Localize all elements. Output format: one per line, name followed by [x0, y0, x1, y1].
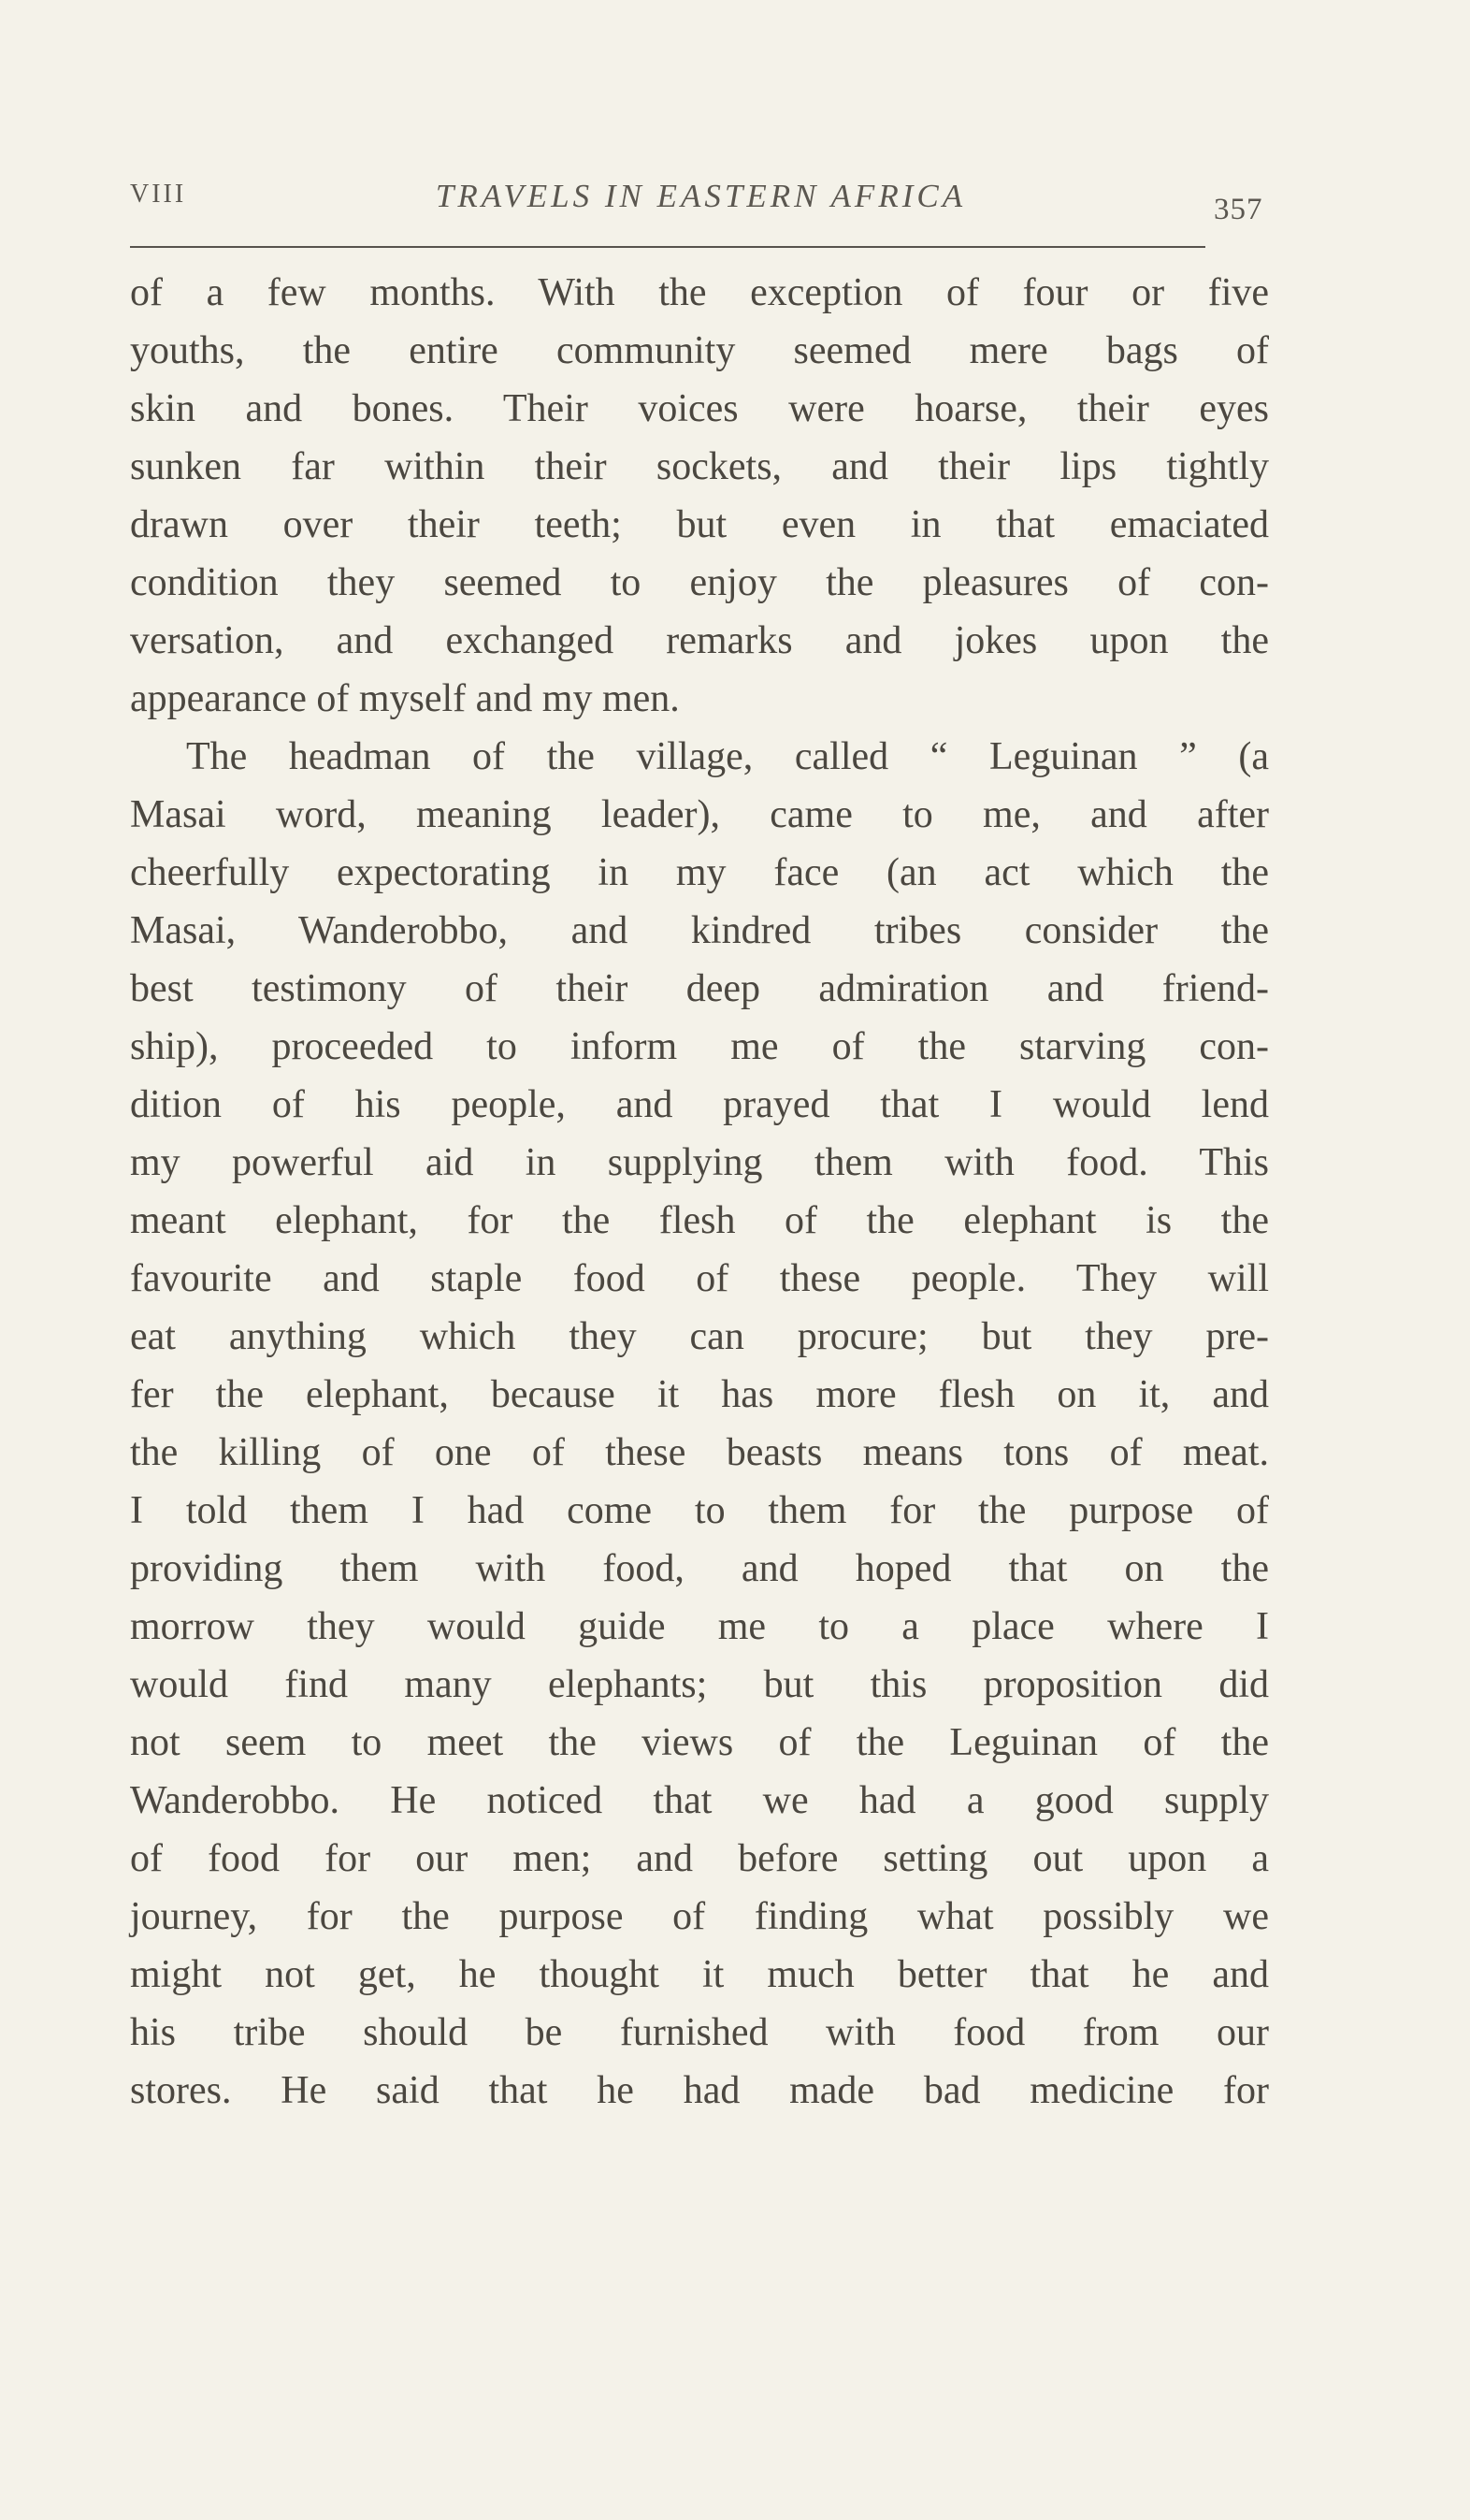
text-line: versation, and exchanged remarks and jokes upon the [130, 619, 1269, 662]
text-line: cheerfully expectorating in my face (an act which the [130, 851, 1269, 894]
text-line: journey, for the purpose of finding what possibly we [130, 1895, 1269, 1938]
text-line: of food for our men; and before setting out upon a [130, 1837, 1269, 1880]
text-line: The headman of the village, called “ Leguinan ” (a [186, 735, 1269, 778]
text-line: Wanderobbo. He noticed that we had a good supply [130, 1779, 1269, 1822]
chapter-number: VIII [130, 180, 187, 209]
text-line: skin and bones. Their voices were hoarse, their eyes [130, 387, 1269, 430]
page-number: 357 [1214, 193, 1263, 226]
text-line: Masai word, meaning leader), came to me, and after [130, 793, 1269, 836]
text-line: his tribe should be furnished with food from our [130, 2011, 1269, 2054]
text-line: my powerful aid in supplying them with food. This [130, 1141, 1269, 1184]
text-line: would find many elephants; but this proposition did [130, 1663, 1269, 1706]
text-line: providing them with food, and hoped that on the [130, 1547, 1269, 1590]
text-line: Masai, Wanderobbo, and kindred tribes consider the [130, 909, 1269, 952]
text-line: the killing of one of these beasts means tons of meat. [130, 1431, 1269, 1474]
text-line: best testimony of their deep admiration and friend- [130, 967, 1269, 1010]
text-line: dition of his people, and prayed that I would lend [130, 1083, 1269, 1126]
header-rule [130, 246, 1205, 248]
text-line: meant elephant, for the flesh of the elephant is the [130, 1199, 1269, 1242]
text-line: eat anything which they can procure; but they pre- [130, 1315, 1269, 1358]
text-line: not seem to meet the views of the Leguinan of the [130, 1721, 1269, 1764]
text-line: stores. He said that he had made bad medicine for [130, 2069, 1269, 2112]
text-line: appearance of myself and my men. [130, 677, 680, 720]
running-head [130, 178, 1272, 234]
paragraph [130, 264, 1269, 728]
text-line: ship), proceeded to inform me of the starving con- [130, 1025, 1269, 1068]
text-line: I told them I had come to them for the purpose of [130, 1489, 1269, 1532]
text-line: condition they seemed to enjoy the pleasures of con- [130, 561, 1269, 604]
text-line: favourite and staple food of these people. They will [130, 1257, 1269, 1300]
text-line: morrow they would guide me to a place where I [130, 1605, 1269, 1648]
text-line: fer the elephant, because it has more flesh on it, and [130, 1373, 1269, 1416]
text-line: might not get, he thought it much better that he and [130, 1953, 1269, 1996]
body-text [130, 264, 1269, 2120]
text-line: drawn over their teeth; but even in that emaciated [130, 503, 1269, 546]
text-line: youths, the entire community seemed mere bags of [130, 329, 1269, 372]
paragraph [130, 728, 1269, 2120]
text-line: of a few months. With the exception of four or five [130, 271, 1269, 314]
running-title: TRAVELS IN EASTERN AFRICA [435, 178, 967, 214]
text-line: sunken far within their sockets, and their lips tightly [130, 445, 1269, 488]
